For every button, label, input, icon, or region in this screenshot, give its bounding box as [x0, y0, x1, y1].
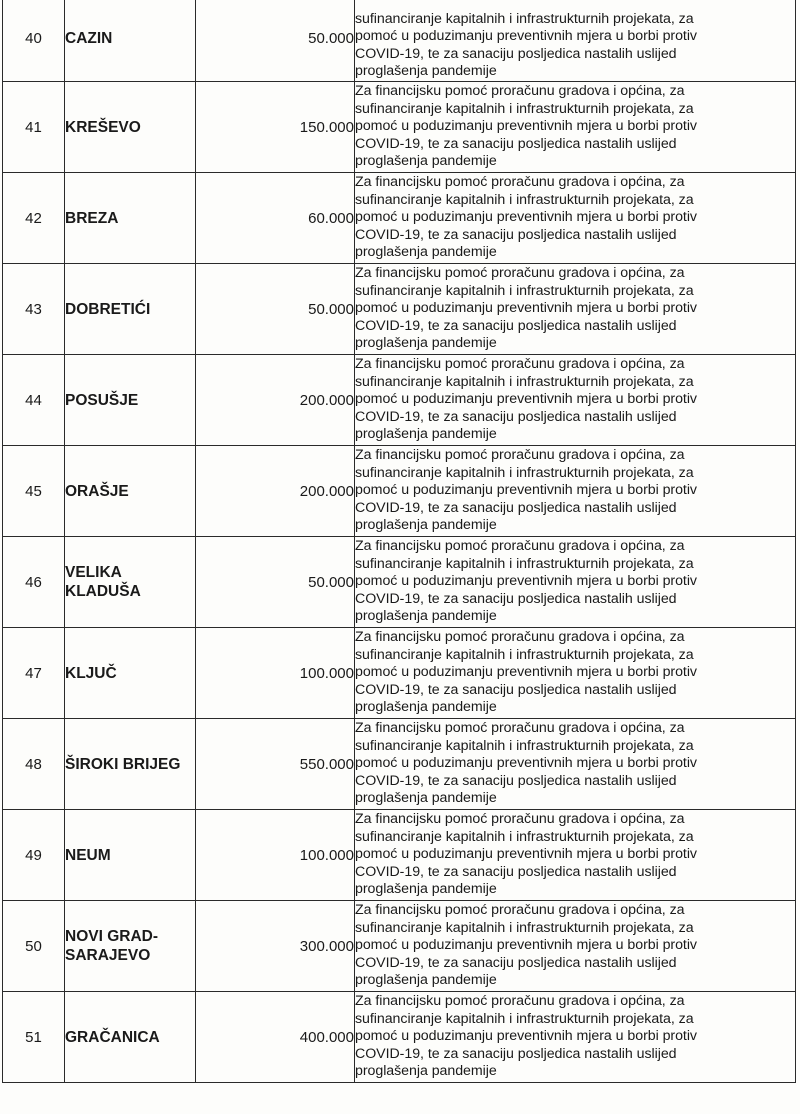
- table-row: [3, 82, 796, 173]
- municipality-name: KREŠEVO: [65, 82, 196, 173]
- table-row: [3, 901, 796, 992]
- amount: 200.000: [196, 355, 355, 446]
- table-row: [3, 173, 796, 264]
- table-row: [3, 719, 796, 810]
- amount: 550.000: [196, 719, 355, 810]
- purpose-text: sufinanciranje kapitalnih i infrastrukturnih projekata, za pomoć u poduzimanju preventivnih mjera u borbi protiv COVID-19, te za sanaciju posljedica nastalih uslijed proglašenja pandemije: [355, 10, 697, 80]
- purpose-cell: [355, 355, 796, 446]
- municipality-name: VELIKA KLADUŠA: [65, 537, 196, 628]
- municipality-name: KLJUČ: [65, 628, 196, 719]
- municipality-name: NEUM: [65, 810, 196, 901]
- row-number: 40: [3, 0, 65, 82]
- municipality-name: ŠIROKI BRIJEG: [65, 719, 196, 810]
- purpose-text: Za financijsku pomoć proračunu gradova i općina, za sufinanciranje kapitalnih i infrastrukturnih projekata, za pomoć u poduzimanju preventivnih mjera u borbi protiv COVID-19, te za sanaciju posljedica nastalih uslijed proglašenja pandemije: [355, 902, 697, 989]
- purpose-cell: [355, 82, 796, 173]
- purpose-text: Za financijsku pomoć proračunu gradova i općina, za sufinanciranje kapitalnih i infrastrukturnih projekata, za pomoć u poduzimanju preventivnih mjera u borbi protiv COVID-19, te za sanaciju posljedica nastalih uslijed proglašenja pandemije: [355, 720, 697, 807]
- amount: 100.000: [196, 628, 355, 719]
- table-row: [3, 537, 796, 628]
- amount: 100.000: [196, 810, 355, 901]
- municipality-name: ORAŠJE: [65, 446, 196, 537]
- row-number: 49: [3, 810, 65, 901]
- purpose-cell: [355, 810, 796, 901]
- purpose-cell: [355, 264, 796, 355]
- table-row: [3, 0, 796, 82]
- municipality-name: NOVI GRAD- SARAJEVO: [65, 901, 196, 992]
- amount: 200.000: [196, 446, 355, 537]
- purpose-text: Za financijsku pomoć proračunu gradova i općina, za sufinanciranje kapitalnih i infrastrukturnih projekata, za pomoć u poduzimanju preventivnih mjera u borbi protiv COVID-19, te za sanaciju posljedica nastalih uslijed proglašenja pandemije: [355, 356, 697, 443]
- row-number: 41: [3, 82, 65, 173]
- amount: 50.000: [196, 0, 355, 82]
- purpose-cell: [355, 628, 796, 719]
- amount: 50.000: [196, 264, 355, 355]
- municipality-name: POSUŠJE: [65, 355, 196, 446]
- municipality-name: DOBRETIĆI: [65, 264, 196, 355]
- amount: 50.000: [196, 537, 355, 628]
- purpose-cell: [355, 173, 796, 264]
- amount: 150.000: [196, 82, 355, 173]
- purpose-cell: [355, 446, 796, 537]
- table-row: [3, 992, 796, 1083]
- table-row: [3, 446, 796, 537]
- amount: 60.000: [196, 173, 355, 264]
- row-number: 45: [3, 446, 65, 537]
- municipality-name: BREZA: [65, 173, 196, 264]
- amount: 300.000: [196, 901, 355, 992]
- purpose-text: Za financijsku pomoć proračunu gradova i općina, za sufinanciranje kapitalnih i infrastrukturnih projekata, za pomoć u poduzimanju preventivnih mjera u borbi protiv COVID-19, te za sanaciju posljedica nastalih uslijed proglašenja pandemije: [355, 83, 697, 170]
- row-number: 47: [3, 628, 65, 719]
- purpose-text: Za financijsku pomoć proračunu gradova i općina, za sufinanciranje kapitalnih i infrastrukturnih projekata, za pomoć u poduzimanju preventivnih mjera u borbi protiv COVID-19, te za sanaciju posljedica nastalih uslijed proglašenja pandemije: [355, 447, 697, 534]
- row-number: 46: [3, 537, 65, 628]
- allocation-table-body: [3, 0, 796, 1083]
- row-number: 48: [3, 719, 65, 810]
- purpose-text: Za financijsku pomoć proračunu gradova i općina, za sufinanciranje kapitalnih i infrastrukturnih projekata, za pomoć u poduzimanju preventivnih mjera u borbi protiv COVID-19, te za sanaciju posljedica nastalih uslijed proglašenja pandemije: [355, 629, 697, 716]
- purpose-cell: [355, 901, 796, 992]
- row-number: 50: [3, 901, 65, 992]
- row-number: 51: [3, 992, 65, 1083]
- purpose-text: Za financijsku pomoć proračunu gradova i općina, za sufinanciranje kapitalnih i infrastrukturnih projekata, za pomoć u poduzimanju preventivnih mjera u borbi protiv COVID-19, te za sanaciju posljedica nastalih uslijed proglašenja pandemije: [355, 993, 697, 1080]
- purpose-cell: [355, 992, 796, 1083]
- row-number: 44: [3, 355, 65, 446]
- amount: 400.000: [196, 992, 355, 1083]
- table-row: [3, 355, 796, 446]
- table-row: [3, 810, 796, 901]
- purpose-text: Za financijsku pomoć proračunu gradova i općina, za sufinanciranje kapitalnih i infrastrukturnih projekata, za pomoć u poduzimanju preventivnih mjera u borbi protiv COVID-19, te za sanaciju posljedica nastalih uslijed proglašenja pandemije: [355, 174, 697, 261]
- row-number: 43: [3, 264, 65, 355]
- purpose-cell: [355, 537, 796, 628]
- purpose-cell: [355, 719, 796, 810]
- municipality-name: CAZIN: [65, 0, 196, 82]
- row-number: 42: [3, 173, 65, 264]
- purpose-text: Za financijsku pomoć proračunu gradova i općina, za sufinanciranje kapitalnih i infrastrukturnih projekata, za pomoć u poduzimanju preventivnih mjera u borbi protiv COVID-19, te za sanaciju posljedica nastalih uslijed proglašenja pandemije: [355, 811, 697, 898]
- table-row: [3, 628, 796, 719]
- municipality-name: GRAČANICA: [65, 992, 196, 1083]
- allocation-table: [2, 0, 796, 1083]
- table-row: [3, 264, 796, 355]
- purpose-text: Za financijsku pomoć proračunu gradova i općina, za sufinanciranje kapitalnih i infrastrukturnih projekata, za pomoć u poduzimanju preventivnih mjera u borbi protiv COVID-19, te za sanaciju posljedica nastalih uslijed proglašenja pandemije: [355, 538, 697, 625]
- purpose-text: Za financijsku pomoć proračunu gradova i općina, za sufinanciranje kapitalnih i infrastrukturnih projekata, za pomoć u poduzimanju preventivnih mjera u borbi protiv COVID-19, te za sanaciju posljedica nastalih uslijed proglašenja pandemije: [355, 265, 697, 352]
- purpose-cell: [355, 0, 796, 82]
